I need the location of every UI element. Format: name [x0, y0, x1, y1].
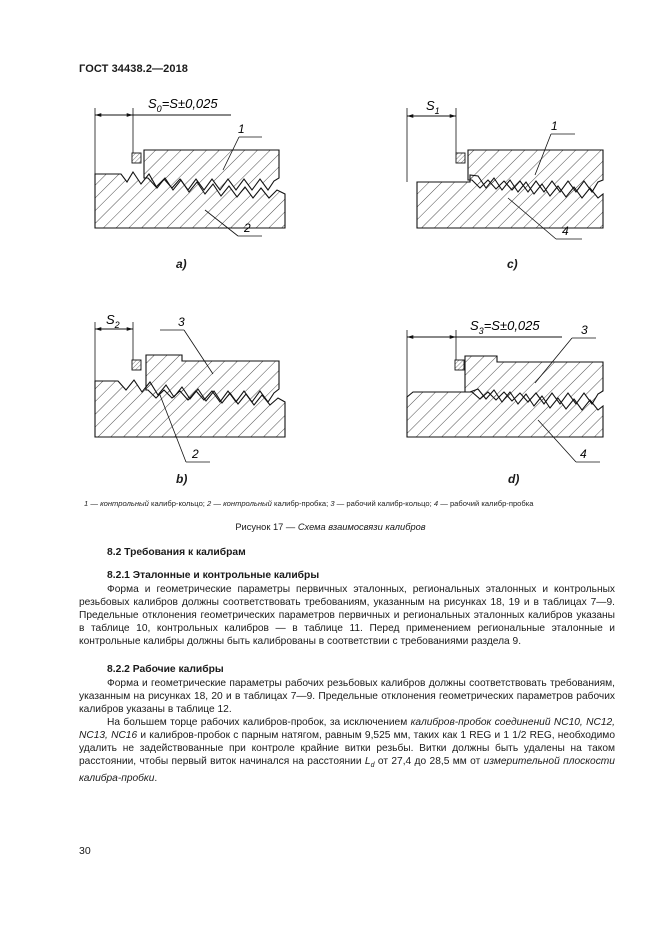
- callout-top: 1: [551, 119, 558, 133]
- panel-b: [95, 312, 285, 462]
- section-heading-8-2-2: 8.2.2 Рабочие калибры: [107, 664, 224, 675]
- paragraph-8-2-2-a: Форма и геометрические параметры рабочих резьбовых калибров должны соответствовать требованиям, указанным на рисунках 18, 20 и в таблицах 7—9. Предельные отклонения геометрических параметров рабочих калибров указаны в таблице 12.: [79, 678, 615, 715]
- document-header: ГОСТ 34438.2—2018: [79, 63, 189, 75]
- dimension-label: $S_1$: [426, 98, 440, 116]
- page-number: 30: [79, 845, 91, 857]
- section-heading-8-2-1: 8.2.1 Эталонные и контрольные калибры: [107, 570, 320, 581]
- panel-a-label: a): [176, 257, 187, 271]
- paragraph-8-2-1: Форма и геометрические параметры первичных эталонных, региональных эталонных и контрольных резьбовых калибров должны соответствовать требованиям, указанным на рисунках 18, 19 и в таблицах 7—9. Предельные отклонения геометрических параметров первичных и региональных эталонных калибров указаны в таблице 10, контрольных калибров — в таблице 11. Перед применением региональные эталонные и контрольные калибры должны быть калиброваны в соответствии с требованиями раздела 9.: [79, 584, 615, 647]
- gap-block: [132, 360, 141, 370]
- panel-d-label: d): [508, 472, 520, 486]
- paragraph-8-2-2-b: На большем торце рабочих калибров-пробок, за исключением калибров-пробок соединений NC10, NC12, NC13, NC16 и калибров-пробок с парным натягом, равным 9,525 мм, таких как 1 REG и 1 1/2 REG, необходимо удалить не задействованные при контроле крайние витки резьбы. Витки должны быть удалены на таком расстоянии, чтобы первый виток начинался на расстоянии $L_d$ от 27,4 до 28,5 мм от измерительной плоскости калибра-пробки.: [79, 717, 616, 784]
- callout-bottom: 2: [192, 447, 199, 461]
- gap-block: [132, 153, 141, 163]
- callout-bottom: 4: [562, 224, 569, 238]
- dimension-label: $S_2$: [106, 312, 120, 330]
- section-heading-8-2: 8.2 Требования к калибрам: [107, 547, 246, 558]
- callout-top: 1: [238, 122, 245, 136]
- callout-top: 3: [178, 315, 185, 329]
- gap-block: [456, 153, 465, 163]
- panel-c: [407, 98, 603, 239]
- panel-b-label: b): [176, 472, 188, 486]
- panel-d: [407, 318, 603, 462]
- callout-bottom: 4: [580, 447, 587, 461]
- symbol-ld: $L_d$: [364, 755, 375, 769]
- ring-gauge-3: [465, 356, 603, 404]
- figure-caption: Рисунок 17 — Схема взаимосвязи калибров: [235, 522, 426, 532]
- figure-legend: 1 — контрольный калибр-кольцо; 2 — контрольный калибр-пробка; 3 — рабочий калибр-кольцо; 4 — рабочий калибр-пробка: [84, 499, 534, 508]
- dimension-label: $S_0=S\pm 0,025$: [148, 96, 218, 114]
- gap-block: [455, 360, 464, 370]
- panel-c-label: c): [507, 257, 518, 271]
- dimension-label: $S_3=S\pm 0,025$: [470, 318, 540, 336]
- callout-top: 3: [581, 323, 588, 337]
- panel-a: [95, 96, 285, 236]
- callout-bottom: 2: [244, 221, 251, 235]
